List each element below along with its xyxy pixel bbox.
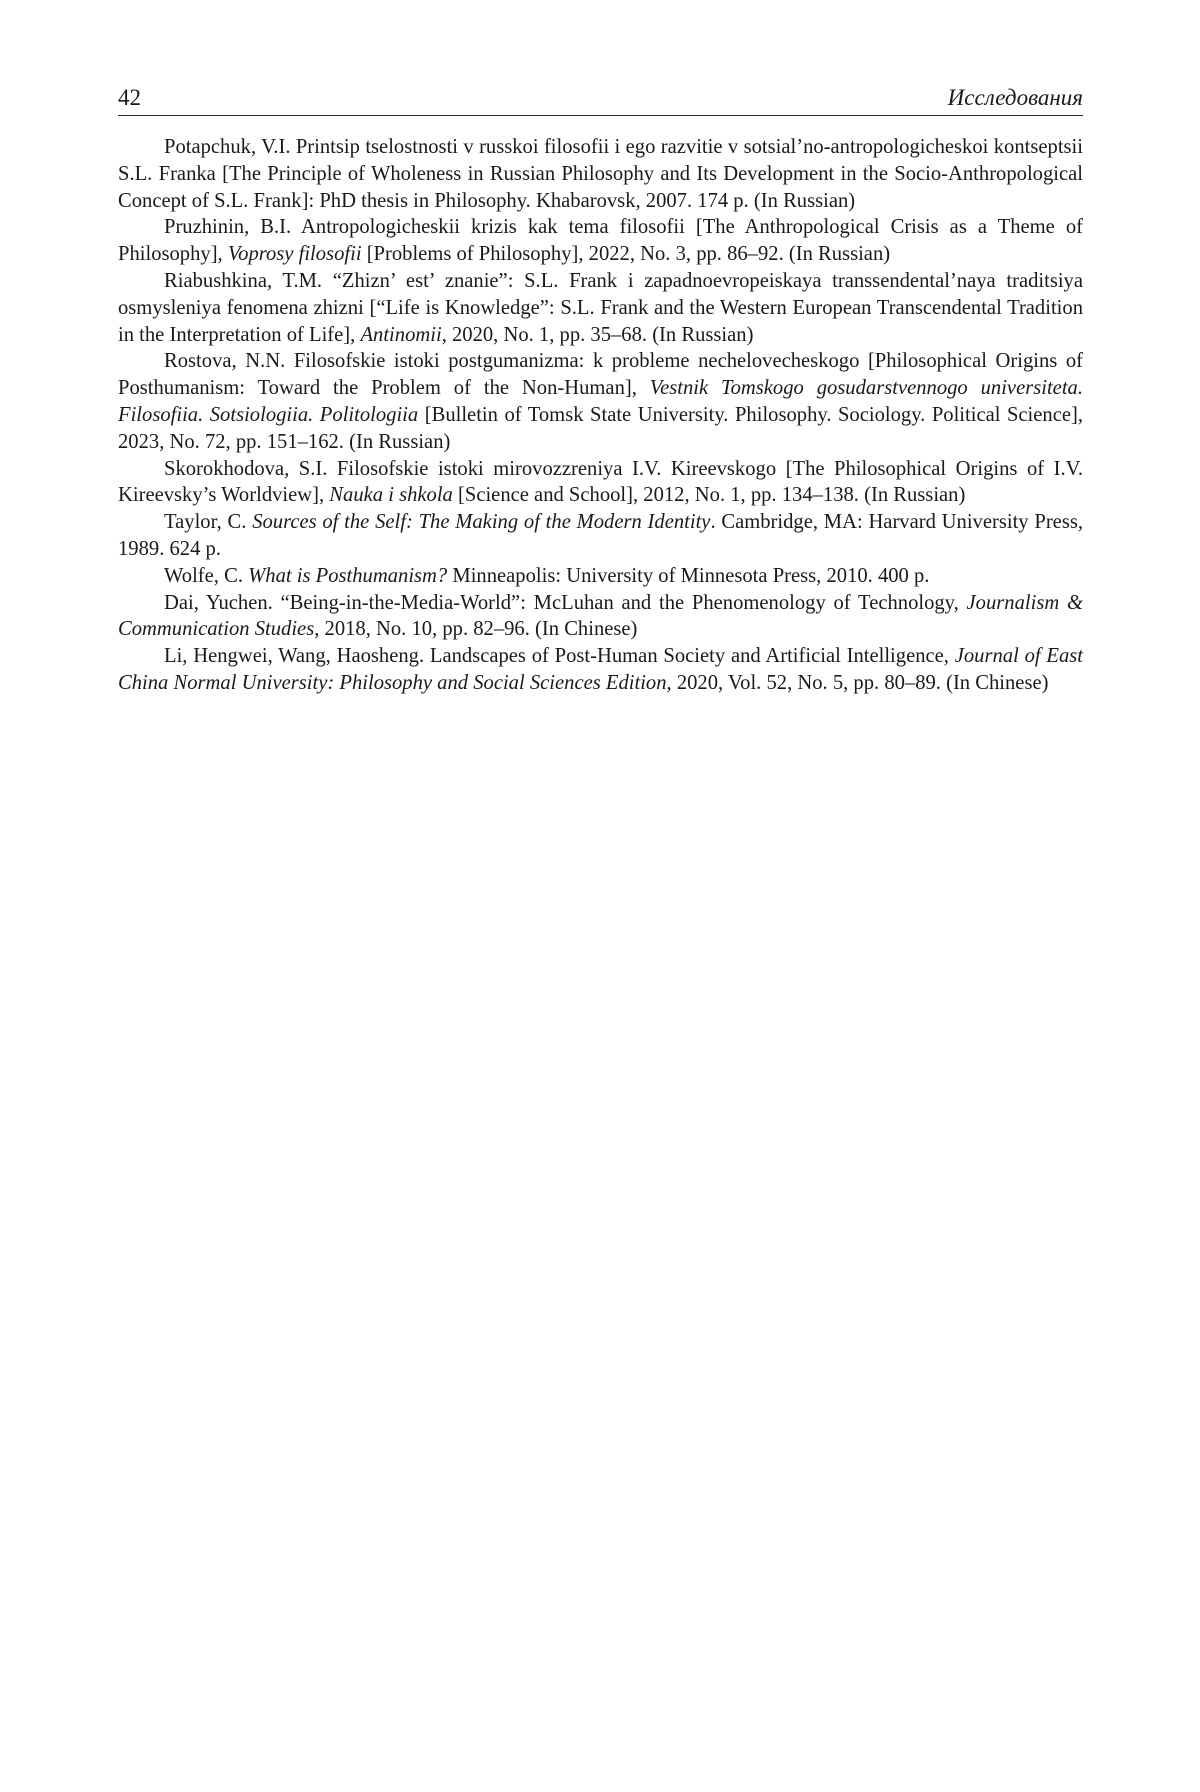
running-header [118, 86, 1083, 116]
reference-text: [Problems of Philosophy], 2022, No. 3, pp. 86–92. (In Russian) [361, 243, 891, 266]
reference-italic-title: Sources of the Self: The Making of the Modern Identity [252, 511, 711, 534]
reference-text: Riabushkina, T.M. “Zhizn’ est’ znanie”: S.L. Frank i zapadnoevropeiskaya transsendental’naya traditsiya osmysleniya fenomena zhizni [“Life is Knowledge”: S.L. Frank and the Western European Transcendental Tradition in the Interpretation of Life], [118, 269, 1083, 346]
reference-text: , 2020, Vol. 52, No. 5, pp. 80–89. (In Chinese) [666, 671, 1049, 694]
reference-text: Taylor, C. [164, 511, 253, 534]
reference-italic-title: Nauka i shkola [329, 484, 453, 507]
reference-item [118, 134, 1083, 214]
reference-text: , 2020, No. 1, pp. 35–68. (In Russian) [441, 323, 754, 346]
reference-text: Pruzhinin, B.I. Antropologicheskii krizis kak tema filosofii [The Anthropological Crisis as a Theme of Philosophy], [118, 216, 1083, 266]
section-title: Исследования [947, 85, 1083, 110]
reference-text: Minneapolis: University of Minnesota Press, 2010. 400 p. [447, 564, 930, 587]
reference-item [118, 643, 1083, 697]
reference-text: Skorokhodova, S.I. Filosofskie istoki mirovozzreniya I.V. Kireevskogo [The Philosophical Origins of I.V. Kireevsky’s Worldview], [118, 457, 1083, 507]
reference-italic-title: Vestnik Tomskogo gosudarstvennogo universiteta. Filosofiia. Sotsiologiia. Politologiia [118, 377, 1083, 426]
reference-italic-title: Antinomii [360, 323, 442, 346]
reference-item [118, 590, 1083, 644]
reference-text: Rostova, N.N. Filosofskie istoki postgumanizma: k probleme nechelovecheskogo [Philosophical Origins of Posthumanism: Toward the Problem of the Non-Human], [118, 350, 1083, 400]
page [118, 86, 1083, 697]
reference-text: , 2018, No. 10, pp. 82–96. (In Chinese) [314, 618, 638, 641]
reference-text: Li, Hengwei, Wang, Haosheng. Landscapes of Post-Human Society and Artificial Intelligence, [164, 645, 955, 668]
page-number: 42 [118, 85, 141, 110]
reference-text: Wolfe, C. [164, 564, 249, 587]
reference-text: [Bulletin of Tomsk State University. Philosophy. Sociology. Political Science], 2023, No. 72, pp. 151–162. (In Russian) [118, 403, 1084, 453]
reference-italic-title: Journalism & Communication Studies [118, 591, 1083, 641]
reference-item [118, 456, 1083, 510]
reference-text: Potapchuk, V.I. Printsip tselostnosti v russkoi filosofii i ego razvitie v sotsial’no-antropologicheskoi kontseptsii S.L. Franka [The Principle of Wholeness in Russian Philosophy and Its Development in the Socio-Anthropological Concept of S.L. Frank]: PhD thesis in Philosophy. Khabarovsk, 2007. 174 p. (In Russian) [118, 136, 1083, 212]
reference-item [118, 268, 1083, 348]
reference-italic-title: Voprosy filosofii [227, 243, 362, 266]
reference-text: . Cambridge, MA: Harvard University Press, 1989. 624 p. [118, 511, 1083, 560]
reference-item [118, 509, 1083, 563]
reference-text: Dai, Yuchen. “Being-in-the-Media-World”: McLuhan and the Phenomenology of Technology, [164, 591, 967, 614]
reference-item [118, 563, 1083, 590]
reference-text: [Science and School], 2012, No. 1, pp. 134–138. (In Russian) [452, 484, 966, 507]
reference-italic-title: What is Posthumanism? [248, 564, 448, 587]
reference-italic-title: Journal of East China Normal University: Philosophy and Social Sciences Edition [118, 645, 1083, 694]
reference-item [118, 348, 1083, 455]
reference-item [118, 214, 1083, 268]
reference-list [118, 134, 1083, 697]
